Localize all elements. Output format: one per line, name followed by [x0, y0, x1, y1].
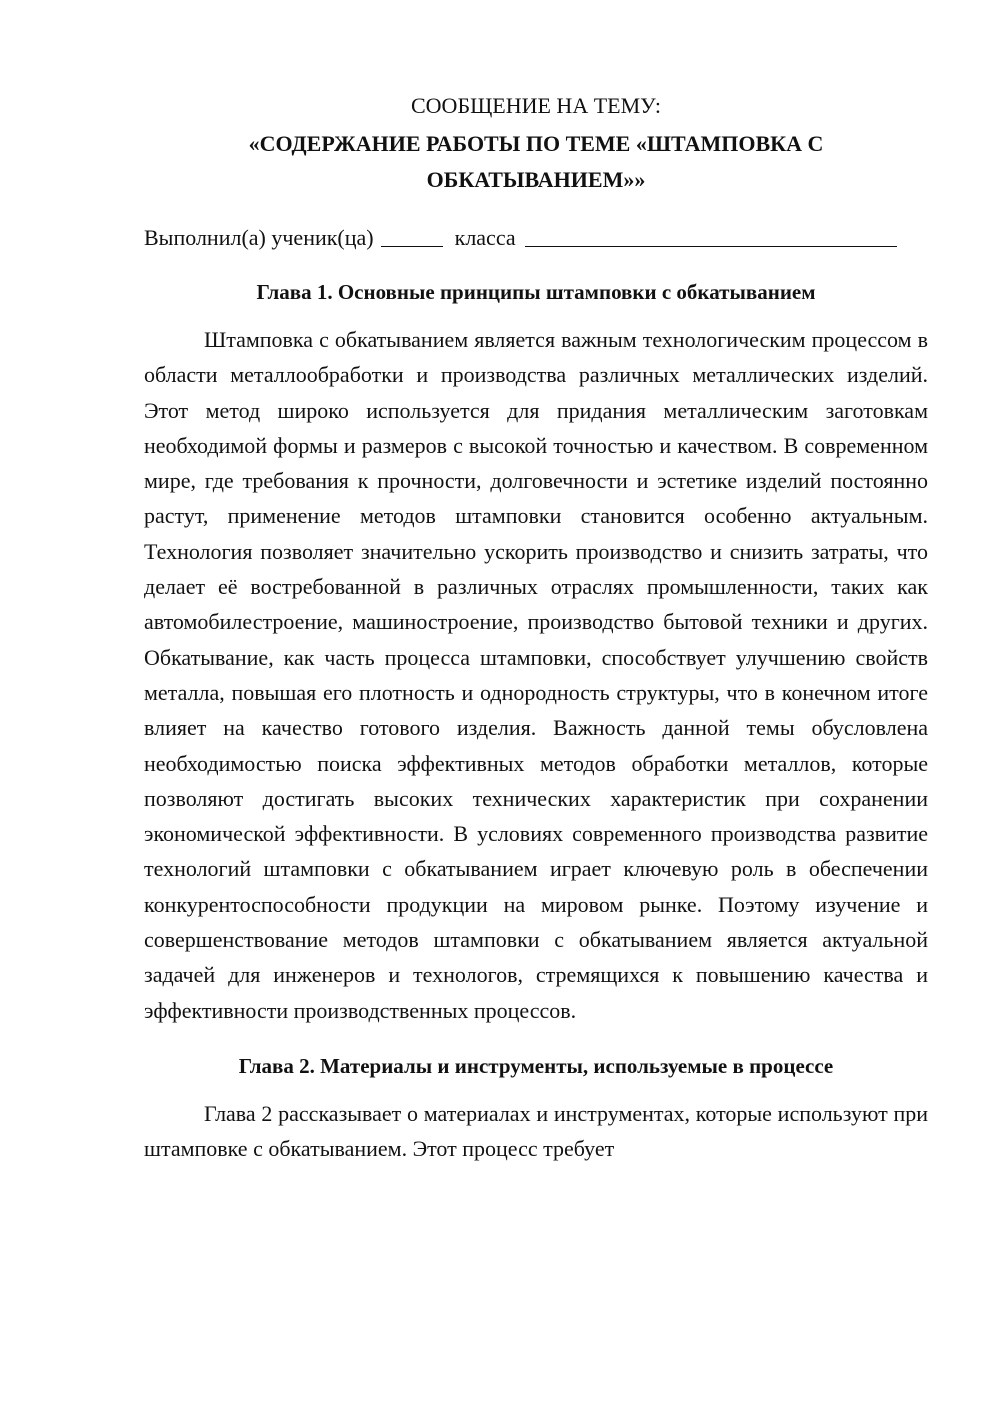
topic-line: СООБЩЕНИЕ НА ТЕМУ: [411, 93, 661, 118]
grade-blank [381, 224, 443, 247]
chapter-2-title: Глава 2. Материалы и инструменты, используемые в процессе [238, 1053, 834, 1078]
author-prefix: Выполнил(а) ученик(ца) [144, 225, 374, 250]
document-title: «СОДЕРЖАНИЕ РАБОТЫ ПО ТЕМЕ «ШТАМПОВКА С ОБКАТЫВАНИЕМ»» [248, 131, 824, 192]
chapter-1-title: Глава 1. Основные принципы штамповки с обкатыванием [256, 280, 816, 304]
document-content [144, 88, 928, 1167]
chapter-2-paragraph: Глава 2 рассказывает о материалах и инструментах, которые используют при штамповке с обкатыванием. Этот процесс требует [144, 1100, 928, 1162]
name-blank [525, 224, 897, 247]
chapter-1-paragraph: Штамповка с обкатыванием является важным технологическим процессом в области металлообработки и производства различных металлических изделий. Этот метод широко используется для придания металлическим заготовкам необходимой формы и размеров с высокой точностью и качеством. В современном мире, где требования к прочности, долговечности и эстетике изделий постоянно растут, применение методов штамповки становится особенно актуальным. Технология позволяет значительно ускорить производство и снизить затраты, что делает её востребованной в различных отраслях промышленности, таких как автомобилестроение, машиностроение, производство бытовой техники и других. Обкатывание, как часть процесса штамповки, способствует улучшению свойств металла, повышая его плотность и однородность структуры, что в конечном итоге влияет на качество готового изделия. Важность данной темы обусловлена необходимостью поиска эффективных методов обработки металлов, которые позволяют достигать высоких технических характеристик при сохранении экономической эффективности. В условиях современного производства развитие технологий штамповки с обкатыванием играет ключевую роль в обеспечении конкурентоспособности продукции на мировом рынке. Поэтому изучение и совершенствование методов штамповки с обкатыванием является актуальной задачей для инженеров и технологов, стремящихся к повышению качества и эффективности производственных процессов. [144, 327, 928, 1023]
class-label: класса [454, 225, 516, 250]
author-line [144, 220, 928, 256]
